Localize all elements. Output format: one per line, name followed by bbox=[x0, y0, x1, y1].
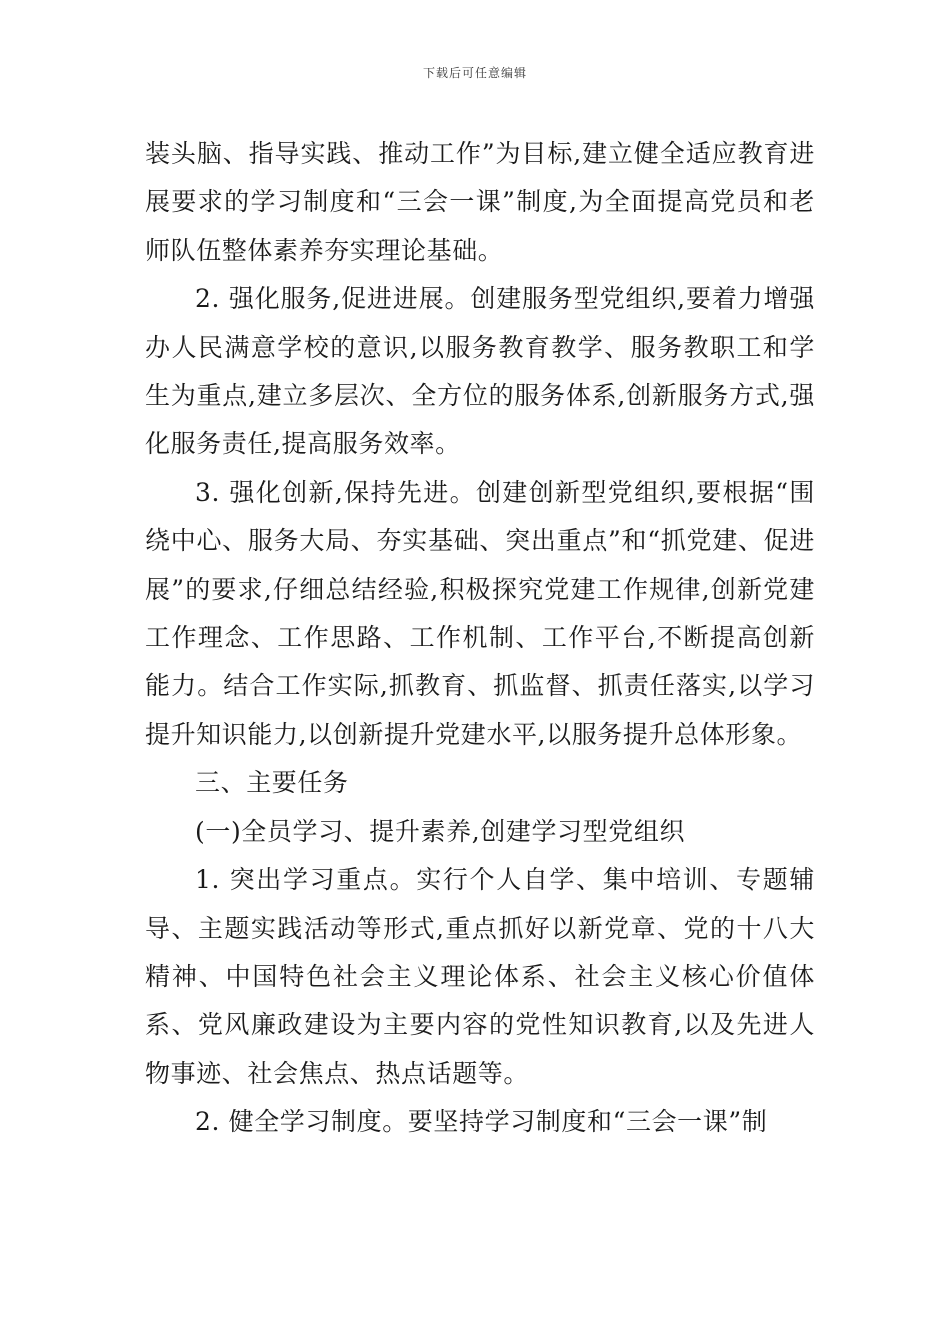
download-note: 下载后可任意编辑 bbox=[422, 66, 527, 80]
document-body bbox=[145, 130, 815, 1147]
section-heading: 三、主要任务 bbox=[195, 768, 349, 798]
paragraph-5: 2. 健全学习制度。要坚持学习制度和“三会一课”制 bbox=[195, 1107, 768, 1137]
subsection-heading: (一)全员学习、提升素养,创建学习型党组织 bbox=[195, 816, 686, 846]
paragraph-3: 3. 强化创新,保持先进。创建创新型党组织,要根据“围绕中心、服务大局、夯实基础、突出重点”和“抓党建、促进展”的要求,仔细总结经验,积极探究党建工作规律,创新党建工作理念、工作思路、工作机制、工作平台,不断提高创新能力。结合工作实际,抓教育、抓监督、抓责任落实,以学习提升知识能力,以创新提升党建水平,以服务提升总体形象。 bbox=[145, 477, 815, 749]
paragraph-1: 装头脑、指导实践、推动工作”为目标,建立健全适应教育进展要求的学习制度和“三会一课”制度,为全面提高党员和老师队伍整体素养夯实理论基础。 bbox=[145, 139, 815, 265]
paragraph-2: 2. 强化服务,促进进展。创建服务型党组织,要着力增强办人民满意学校的意识,以服务教育教学、服务教职工和学生为重点,建立多层次、全方位的服务体系,创新服务方式,强化服务责任,提高服务效率。 bbox=[145, 284, 815, 459]
paragraph-4: 1. 突出学习重点。实行个人自学、集中培训、专题辅导、主题实践活动等形式,重点抓好以新党章、党的十八大精神、中国特色社会主义理论体系、社会主义核心价值体系、党风廉政建设为主要内容的党性知识教育,以及先进人物事迹、社会焦点、热点话题等。 bbox=[145, 865, 815, 1088]
